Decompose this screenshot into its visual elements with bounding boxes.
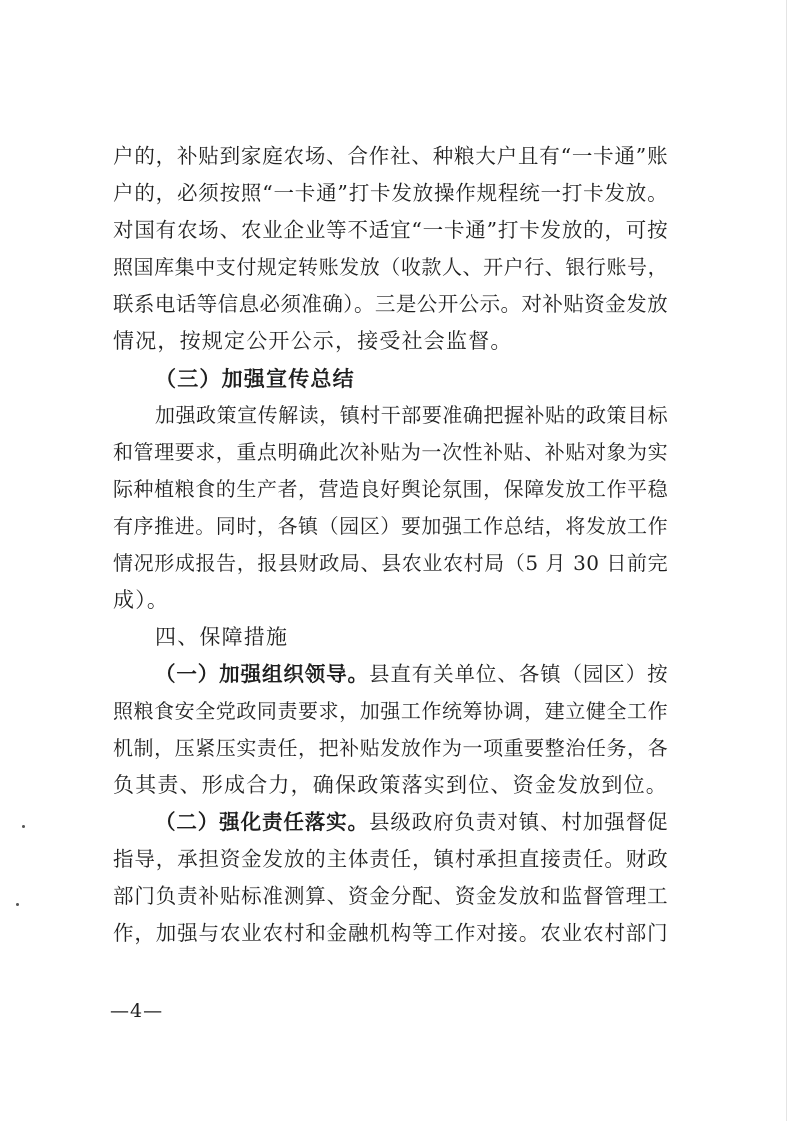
line-text: 部门负责补贴标准测算、资金分配、资金发放和监督管理工 xyxy=(113,884,668,908)
body-line xyxy=(113,915,668,952)
body-line xyxy=(113,878,668,915)
line-text: 县直有关单位、各镇（园区）按 xyxy=(368,662,668,686)
body-line xyxy=(113,397,668,434)
line-text: 户的，必须按照“一卡通”打卡发放操作规程统一打卡发放。 xyxy=(113,181,668,205)
body-line xyxy=(113,582,668,619)
line-text: 际种植粮食的生产者，营造良好舆论氛围，保障发放工作平稳 xyxy=(113,477,668,501)
body-line xyxy=(113,804,668,841)
line-text: 负其责、形成合力，确保政策落实到位、资金发放到位。 xyxy=(113,773,668,797)
line-text: 联系电话等信息必须准确）。三是公开公示。对补贴资金发放 xyxy=(113,292,668,316)
line-text: 情况，按规定公开公示，接受社会监督。 xyxy=(113,329,513,353)
body-line xyxy=(113,212,668,249)
line-text: 和管理要求，重点明确此次补贴为一次性补贴、补贴对象为实 xyxy=(113,440,668,464)
section-heading-publicity xyxy=(113,360,668,397)
line-text: 照国库集中支付规定转账发放（收款人、开户行、银行账号， xyxy=(113,255,668,279)
body-line xyxy=(113,767,668,804)
body-line xyxy=(113,286,668,323)
body-line xyxy=(113,175,668,212)
body-line xyxy=(113,730,668,767)
subheading-text: （二）强化责任落实。 xyxy=(155,810,369,834)
line-text: 作，加强与农业农村和金融机构等工作对接。农业农村部门 xyxy=(113,921,668,945)
heading-text: （三）加强宣传总结 xyxy=(155,366,355,391)
scan-speck xyxy=(16,903,19,906)
body-line xyxy=(113,693,668,730)
heading-text: 四、保障措施 xyxy=(155,625,289,649)
document-body xyxy=(113,138,668,952)
body-line xyxy=(113,545,668,582)
body-line xyxy=(113,508,668,545)
line-text: 有序推进。同时，各镇（园区）要加强工作总结，将发放工作 xyxy=(113,514,668,538)
line-text: 加强政策宣传解读，镇村干部要准确把握补贴的政策目标 xyxy=(155,403,668,427)
line-text: 县级政府负责对镇、村加强督促 xyxy=(368,810,668,834)
line-text: 成）。 xyxy=(113,588,170,612)
line-text: 机制，压紧压实责任，把补贴发放作为一项重要整治任务，各 xyxy=(113,736,668,760)
body-line xyxy=(113,138,668,175)
line-text: 对国有农场、农业企业等不适宜“一卡通”打卡发放的，可按 xyxy=(113,218,668,242)
line-text: 指导，承担资金发放的主体责任，镇村承担直接责任。财政 xyxy=(113,847,668,871)
body-line xyxy=(113,323,668,360)
line-text: 照粮食安全党政同责要求，加强工作统筹协调，建立健全工作 xyxy=(113,699,668,723)
subheading-text: （一）加强组织领导。 xyxy=(155,662,369,686)
body-line xyxy=(113,249,668,286)
scan-edge-line xyxy=(786,0,787,1121)
scan-speck xyxy=(22,825,25,828)
line-text: 户的，补贴到家庭农场、合作社、种粮大户且有“一卡通”账 xyxy=(113,144,668,168)
page-number: —4— xyxy=(110,1000,164,1022)
section-heading-safeguards xyxy=(113,619,668,656)
body-line xyxy=(113,471,668,508)
body-line xyxy=(113,434,668,471)
body-line xyxy=(113,656,668,693)
body-line xyxy=(113,841,668,878)
line-text: 情况形成报告，报县财政局、县农业农村局（5 月 30 日前完 xyxy=(113,551,668,575)
